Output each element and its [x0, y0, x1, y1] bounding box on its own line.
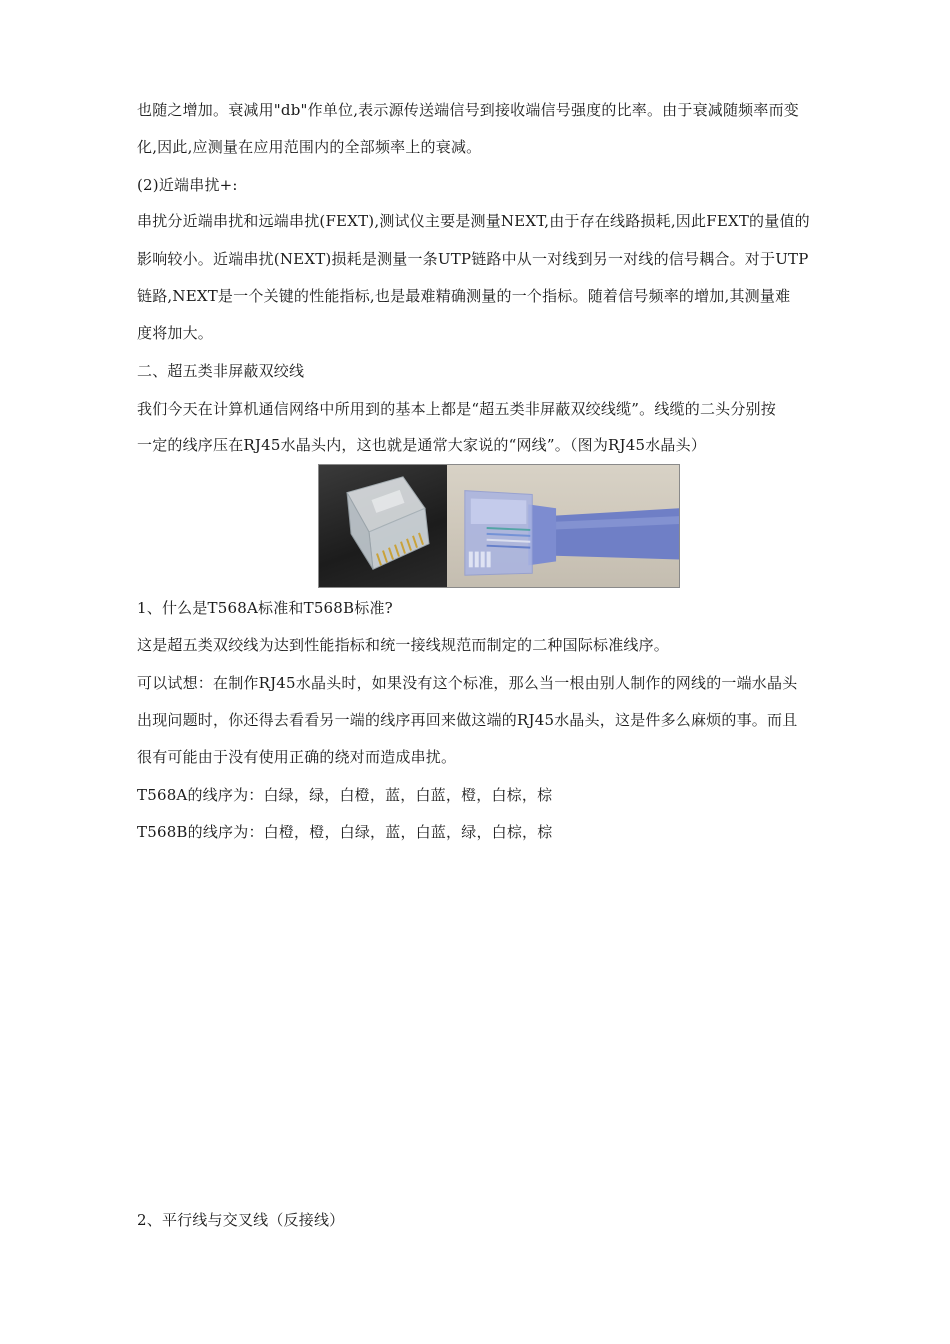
rj45-connector-photo — [318, 464, 680, 588]
paragraph-line: (2)近端串扰+: — [137, 176, 238, 194]
section-heading: 二、超五类非屏蔽双绞线 — [137, 362, 305, 380]
paragraph-line: 链路,NEXT是一个关键的性能指标,也是最难精确测量的一个指标。随着信号频率的增加,其测量难 — [137, 287, 791, 305]
paragraph-line: 可以试想：在制作RJ45水晶头时，如果没有这个标准，那么当一根由别人制作的网线的一端水晶头 — [137, 674, 798, 692]
paragraph-line: 这是超五类双绞线为达到性能指标和统一接线规范而制定的二种国际标准线序。 — [137, 636, 670, 654]
paragraph-line: 度将加大。 — [137, 324, 214, 342]
paragraph-line: 也随之增加。衰减用"db"作单位,表示源传送端信号到接收端信号强度的比率。由于衰减随频率而变 — [137, 101, 799, 119]
t568b-sequence: T568B的线序为：白橙，橙，白绿，蓝，白蓝，绿，白棕，棕 — [137, 823, 553, 841]
paragraph-line: 很有可能由于没有使用正确的绕对而造成串扰。 — [137, 748, 457, 766]
paragraph-line: 我们今天在计算机通信网络中所用到的基本上都是“超五类非屏蔽双绞线缆”。线缆的二头分别按 — [137, 400, 776, 418]
rj45-cable-image — [447, 465, 679, 587]
paragraph-line: 串扰分近端串扰和远端串扰(FEXT),测试仪主要是测量NEXT,由于存在线路损耗,因此FEXT的量值的 — [137, 212, 810, 230]
paragraph-line: 一定的线序压在RJ45水晶头内，这也就是通常大家说的“网线”。（图为RJ45水晶头） — [137, 436, 707, 454]
paragraph-line: 影响较小。近端串扰(NEXT)损耗是测量一条UTP链路中从一对线到另一对线的信号耦合。对于UTP — [137, 250, 809, 268]
rj45-plug-image — [319, 465, 447, 587]
paragraph-line: 化,因此,应测量在应用范围内的全部频率上的衰减。 — [137, 138, 482, 156]
t568a-sequence: T568A的线序为：白绿，绿，白橙，蓝，白蓝，橙，白棕，棕 — [137, 786, 553, 804]
paragraph-line: 出现问题时，你还得去看看另一端的线序再回来做这端的RJ45水晶头，这是件多么麻烦的事。而且 — [137, 711, 798, 729]
subsection-heading: 1、什么是T568A标准和T568B标准? — [137, 599, 393, 617]
subsection-heading-parallel-crossover: 2、平行线与交叉线（反接线） — [137, 1211, 345, 1229]
